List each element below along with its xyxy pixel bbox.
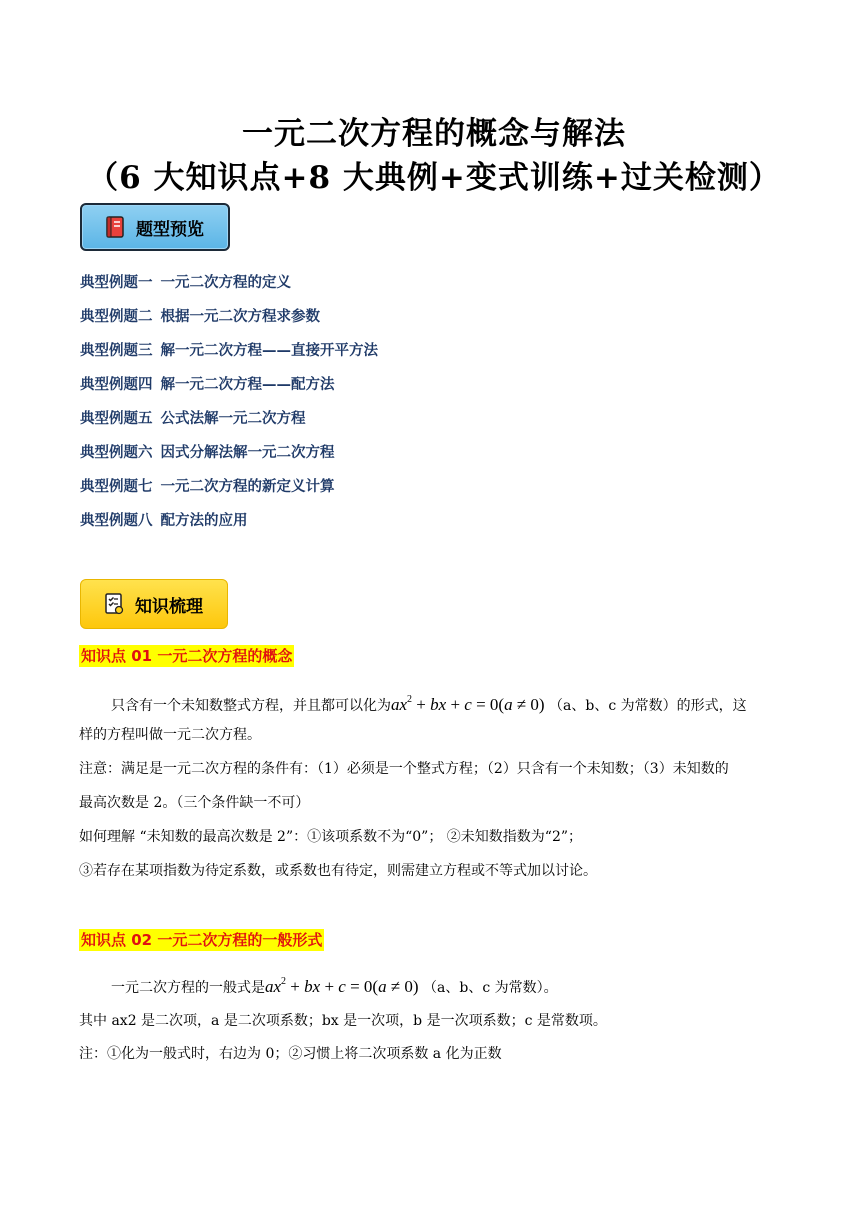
kp2-line3: 注：①化为一般式时，右边为 0；②习惯上将二次项系数 a 化为正数 bbox=[79, 1046, 502, 1062]
toc-item[interactable]: 典型例题八 配方法的应用 bbox=[80, 513, 248, 529]
knowledge-point-02-heading: 知识点 02 一元二次方程的一般形式 bbox=[81, 931, 323, 949]
knowledge-point-01-heading: 知识点 01 一元二次方程的概念 bbox=[81, 647, 293, 665]
page-subtitle: （6 大知识点+8 大典例+变式训练+过关检测） bbox=[87, 160, 781, 196]
knowledge-badge-label: 知识梳理 bbox=[135, 596, 203, 617]
kp1-paragraph: 只含有一个未知数整式方程，并且都可以化为$ax^2$ + bx + c = 0(a ≠ 0) （a、b、c 为常数）的形式，这 bbox=[111, 694, 747, 714]
toc-item[interactable]: 典型例题一 一元二次方程的定义 bbox=[80, 275, 291, 291]
page-title: 一元二次方程的概念与解法 bbox=[242, 116, 626, 152]
kp1-item3: ③若存在某项指数为待定系数，或系数也有待定，则需建立方程或不等式加以讨论。 bbox=[79, 863, 597, 879]
kp1-understand: 如何理解 “未知数的最高次数是 2”：①该项系数不为“0”； ②未知数指数为“2”； bbox=[79, 829, 583, 845]
toc-item[interactable]: 典型例题四 解一元二次方程——配方法 bbox=[80, 377, 335, 393]
red-book-icon bbox=[104, 216, 126, 238]
general-form-formula: $ax^2$ + bx + c = 0(a ≠ 0) bbox=[265, 976, 419, 996]
knowledge-badge bbox=[80, 579, 228, 629]
kp1-note-line2: 最高次数是 2。（三个条件缺一不可） bbox=[79, 795, 310, 811]
kp2-paragraph: 一元二次方程的一般式是$ax^2$ + bx + c = 0(a ≠ 0) （a、b、c 为常数）。 bbox=[111, 976, 558, 996]
checklist-icon bbox=[103, 593, 125, 615]
preview-badge bbox=[80, 203, 230, 251]
toc-item[interactable]: 典型例题三 解一元二次方程——直接开平方法 bbox=[80, 343, 378, 359]
preview-badge-label: 题型预览 bbox=[136, 219, 204, 240]
quadratic-formula: $ax^2$ + bx + c = 0(a ≠ 0) bbox=[391, 694, 545, 714]
toc-item[interactable]: 典型例题二 根据一元二次方程求参数 bbox=[80, 309, 320, 325]
toc-item[interactable]: 典型例题五 公式法解一元二次方程 bbox=[80, 411, 306, 427]
toc-item[interactable]: 典型例题七 一元二次方程的新定义计算 bbox=[80, 479, 335, 495]
toc-item[interactable]: 典型例题六 因式分解法解一元二次方程 bbox=[80, 445, 335, 461]
kp2-line2: 其中 ax2 是二次项，a 是二次项系数；bx 是一次项，b 是一次项系数；c 是常数项。 bbox=[79, 1013, 607, 1029]
kp1-note-line1: 注意：满足是一元二次方程的条件有：（1）必须是一个整式方程；（2）只含有一个未知数；（3）未知数的 bbox=[79, 761, 729, 777]
kp1-paragraph-line2: 样的方程叫做一元二次方程。 bbox=[79, 727, 261, 743]
